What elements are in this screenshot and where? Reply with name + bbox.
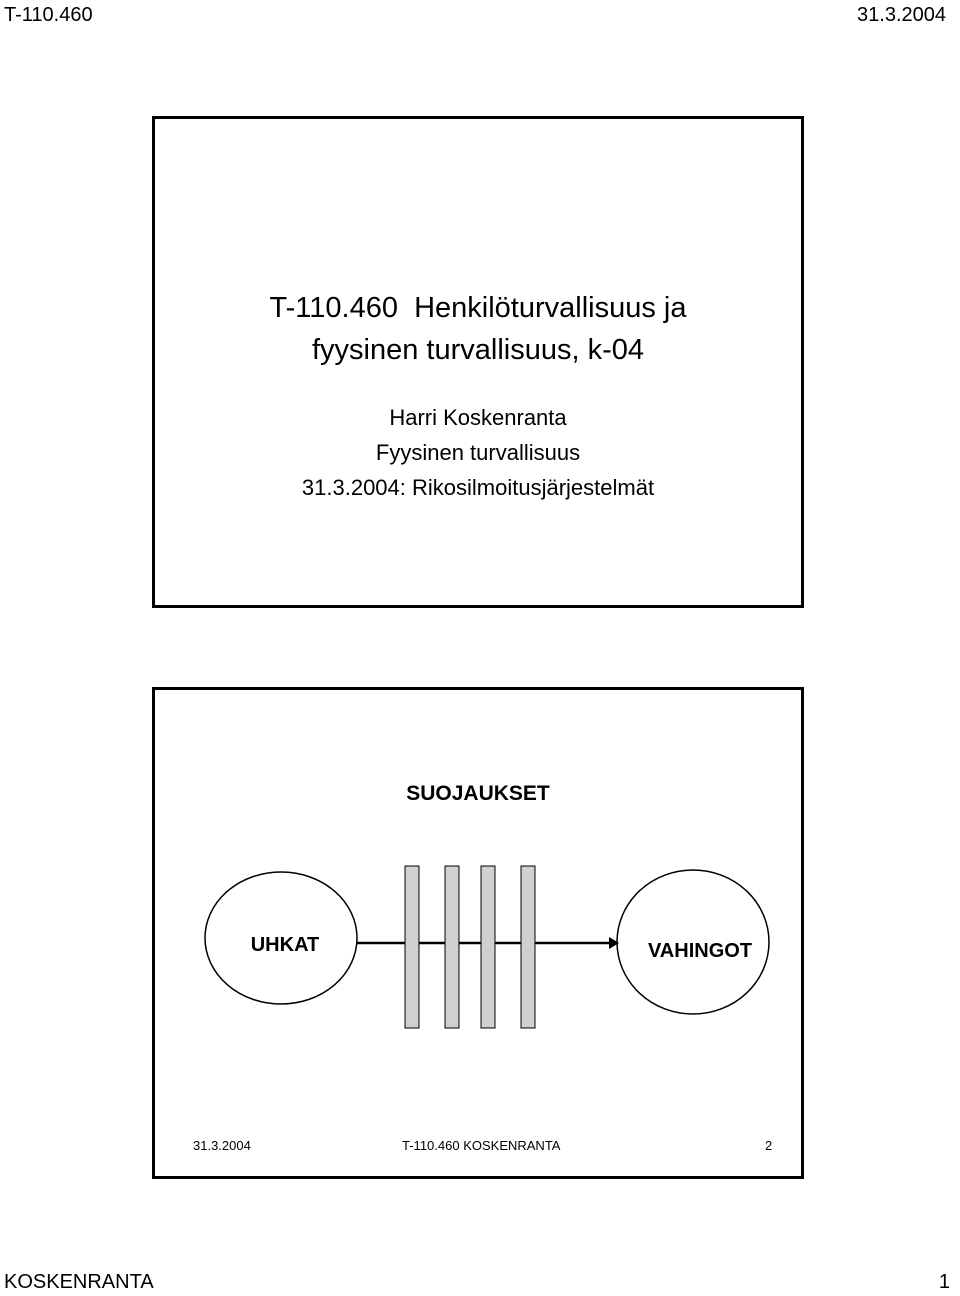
title-line-1: T-110.460 Henkilöturvallisuus ja bbox=[269, 292, 687, 324]
slide-suojaukset bbox=[152, 687, 804, 1179]
barrier-2 bbox=[445, 866, 459, 1028]
author-name: Harri Koskenranta bbox=[389, 405, 567, 430]
threats-label: UHKAT bbox=[250, 934, 320, 956]
protection-diagram bbox=[155, 690, 801, 1176]
slide-footer-course: T-110.460 KOSKENRANTA bbox=[402, 1138, 561, 1153]
lecture-title: 31.3.2004: Rikosilmoitusjärjestelmät bbox=[301, 475, 655, 500]
title-line-2: fyysinen turvallisuus, k-04 bbox=[311, 334, 645, 366]
slide-footer-date: 31.3.2004 bbox=[193, 1138, 251, 1153]
page-footer-page-number: 1 bbox=[938, 1271, 950, 1293]
slide-footer-page-number: 2 bbox=[765, 1138, 773, 1153]
page-header-course: T-110.460 bbox=[4, 4, 93, 26]
slide-title-details bbox=[155, 400, 801, 505]
damages-label: VAHINGOT bbox=[647, 940, 753, 962]
topic-name: Fyysinen turvallisuus bbox=[375, 440, 581, 465]
barrier-1 bbox=[405, 866, 419, 1028]
diagram-heading: SUOJAUKSET bbox=[406, 782, 550, 805]
barrier-4 bbox=[521, 866, 535, 1028]
page-header-date: 31.3.2004 bbox=[857, 4, 946, 26]
barrier-3 bbox=[481, 866, 495, 1028]
slide-title bbox=[152, 116, 804, 608]
page-footer-author: KOSKENRANTA bbox=[4, 1271, 154, 1293]
slide-title-heading bbox=[155, 287, 801, 371]
